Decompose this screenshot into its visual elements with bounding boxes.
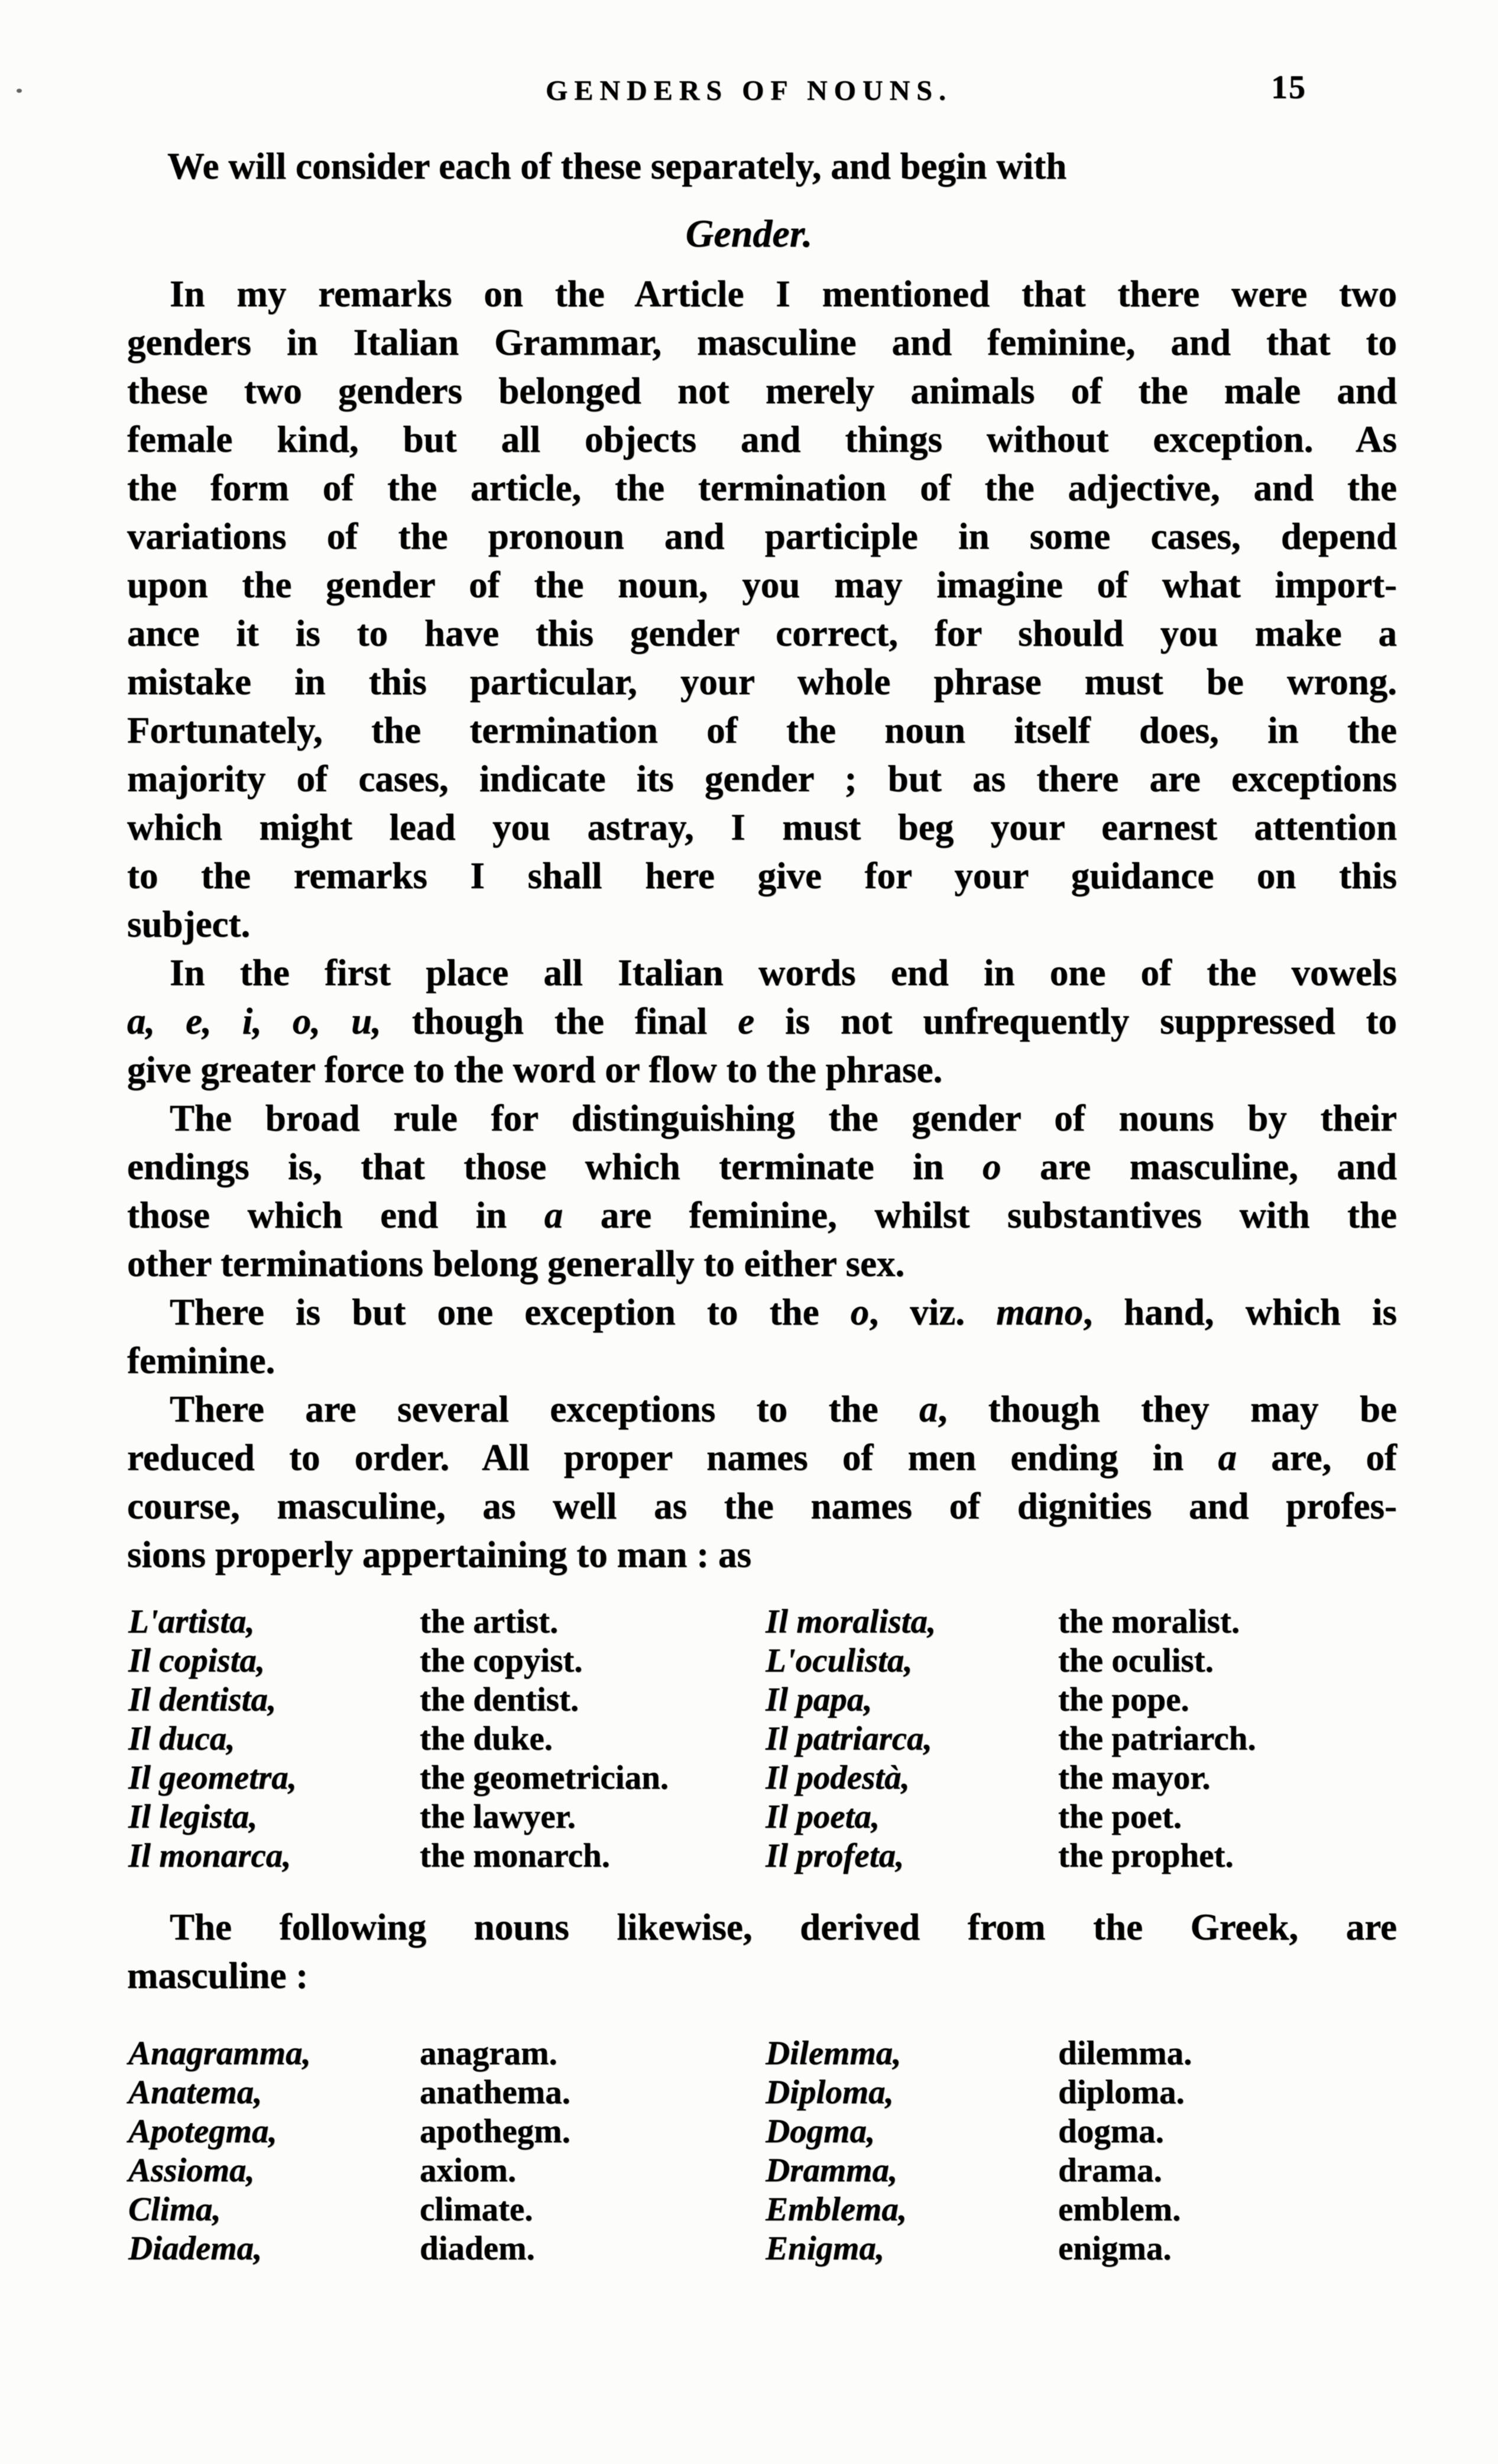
italian-term: Il dentista,	[128, 1681, 277, 1718]
english-translation: the copyist.	[420, 1642, 583, 1679]
english-translation: the prophet.	[1058, 1837, 1234, 1874]
english-translation: the duke.	[420, 1720, 553, 1757]
paragraph-line: mistake in this particular, your whole phrase must be wrong.	[127, 661, 1397, 702]
english-translation: the moralist.	[1058, 1603, 1240, 1640]
english-translation: enigma.	[1058, 2230, 1172, 2267]
vocab-row	[127, 2151, 1397, 2190]
english-translation: diploma.	[1058, 2074, 1185, 2111]
vocab-row	[127, 2073, 1397, 2112]
italian-term: Dilemma,	[766, 2035, 902, 2072]
paragraph-line: majority of cases, indicate its gender ; but as there are exceptions	[127, 758, 1397, 799]
paragraph-line: subject.	[127, 904, 251, 945]
paragraph-line: feminine.	[127, 1340, 275, 1381]
paragraph-line: reduced to order. All proper names of men ending in a are, of	[127, 1437, 1397, 1478]
english-translation: the monarch.	[420, 1837, 610, 1874]
body-text	[127, 270, 1397, 2268]
italian-term: L'oculista,	[766, 1642, 913, 1679]
italian-term: Il copista,	[128, 1642, 265, 1679]
vocab-table-1	[127, 1602, 1397, 1876]
italian-term: Dogma,	[766, 2113, 876, 2150]
italian-term: Emblema,	[766, 2191, 907, 2228]
italian-term: L'artista,	[128, 1603, 255, 1640]
paragraph-line: which might lead you astray, I must beg your earnest attention	[127, 807, 1397, 848]
english-translation: the pope.	[1058, 1681, 1189, 1718]
paragraph-line: In the first place all Italian words end in one of the vowels	[170, 952, 1397, 993]
paragraph-line: There is but one exception to the o, viz. mano, hand, which is	[170, 1291, 1398, 1333]
paragraph-line: In my remarks on the Article I mentioned that there were two	[170, 273, 1397, 315]
italian-term: Il profeta,	[766, 1837, 904, 1874]
english-translation: climate.	[420, 2191, 533, 2228]
paragraph-line: The following nouns likewise, derived from the Greek, are	[170, 1906, 1397, 1948]
english-translation: the oculist.	[1058, 1642, 1214, 1679]
vocab-row	[127, 2229, 1397, 2268]
italian-term: Assioma,	[128, 2152, 255, 2189]
english-translation: the lawyer.	[420, 1798, 576, 1835]
vocab-row	[127, 1602, 1397, 1641]
paragraph-line: genders in Italian Grammar, masculine and feminine, and that to	[127, 322, 1397, 363]
page-number: 15	[1271, 69, 1306, 106]
paragraph-line: those which end in a are feminine, whilst substantives with the	[127, 1194, 1397, 1236]
paragraph-line: female kind, but all objects and things without exception. As	[127, 419, 1397, 460]
paragraph-line: a, e, i, o, u, though the final e is not unfrequently suppressed to	[127, 1001, 1397, 1042]
vocab-row	[127, 2190, 1397, 2229]
english-translation: the geometrician.	[420, 1759, 669, 1796]
italian-term: Il duca,	[128, 1720, 235, 1757]
vocab-row	[127, 1798, 1397, 1837]
header-title: GENDERS OF NOUNS.	[546, 75, 952, 106]
vocab-row	[127, 1720, 1397, 1759]
english-translation: the dentist.	[420, 1681, 579, 1718]
italian-term: Il moralista,	[766, 1603, 936, 1640]
english-translation: diadem.	[420, 2230, 535, 2267]
paragraph-line: to the remarks I shall here give for your guidance on this	[127, 855, 1397, 896]
vocab-row	[127, 1681, 1397, 1720]
italian-term: Anatema,	[128, 2074, 262, 2111]
italian-term: Il legista,	[128, 1798, 258, 1835]
italian-term: Il papa,	[766, 1681, 873, 1718]
vocab-row	[127, 2112, 1397, 2151]
paragraph-line: Fortunately, the termination of the noun itself does, in the	[127, 710, 1397, 751]
paragraph-line: the form of the article, the termination of the adjective, and the	[127, 467, 1397, 509]
paragraph-line: give greater force to the word or flow to the phrase.	[127, 1049, 943, 1090]
italian-term: Dramma,	[766, 2152, 898, 2189]
paragraph-line: course, masculine, as well as the names of dignities and profes-	[127, 1485, 1397, 1527]
paragraph-line: endings is, that those which terminate in o are masculine, and	[127, 1146, 1397, 1187]
italian-term: Diadema,	[128, 2230, 262, 2267]
english-translation: the patriarch.	[1058, 1720, 1256, 1757]
paragraph-line: The broad rule for distinguishing the gender of nouns by their	[170, 1097, 1397, 1139]
italian-term: Enigma,	[766, 2230, 885, 2267]
vocab-row	[127, 1837, 1397, 1876]
paragraph-line: variations of the pronoun and participle in some cases, depend	[127, 516, 1397, 557]
italian-term: Anagramma,	[128, 2035, 311, 2072]
italian-term: Clima,	[128, 2191, 221, 2228]
vocab-row	[127, 2034, 1397, 2073]
english-translation: the poet.	[1058, 1798, 1182, 1835]
intro-line: We will consider each of these separately, and begin with	[167, 145, 1067, 187]
note-paragraph	[127, 1903, 1397, 2000]
english-translation: the artist.	[420, 1603, 559, 1640]
section-heading-gender: Gender.	[685, 212, 813, 255]
english-translation: apothegm.	[420, 2113, 570, 2150]
english-translation: anathema.	[420, 2074, 570, 2111]
paragraph-line: upon the gender of the noun, you may imagine of what import-	[127, 564, 1397, 606]
vocab-table-2	[127, 2034, 1397, 2268]
english-translation: anagram.	[420, 2035, 557, 2072]
paragraph-line: other terminations belong generally to either sex.	[127, 1243, 905, 1284]
italian-term: Il poeta,	[766, 1798, 880, 1835]
paragraph-line: There are several exceptions to the a, though they may be	[170, 1388, 1397, 1430]
paragraph-line: sions properly appertaining to man : as	[127, 1534, 751, 1575]
english-translation: dilemma.	[1058, 2035, 1192, 2072]
english-translation: axiom.	[420, 2152, 517, 2189]
paragraph-line: these two genders belonged not merely animals of the male and	[127, 370, 1397, 412]
english-translation: drama.	[1058, 2152, 1162, 2189]
italian-term: Il geometra,	[128, 1759, 297, 1796]
paragraph-line: masculine :	[127, 1955, 309, 1996]
italian-term: Diploma,	[766, 2074, 894, 2111]
italian-term: Il podestà,	[766, 1759, 910, 1796]
paragraph-line: ance it is to have this gender correct, for should you make a	[127, 613, 1397, 654]
italian-term: Il monarca,	[128, 1837, 291, 1874]
paragraph-group	[127, 270, 1397, 1579]
vocab-row	[127, 1641, 1397, 1681]
italian-term: Il patriarca,	[766, 1720, 932, 1757]
english-translation: dogma.	[1058, 2113, 1164, 2150]
vocab-row	[127, 1759, 1397, 1798]
english-translation: emblem.	[1058, 2191, 1181, 2228]
italian-term: Apotegma,	[128, 2113, 277, 2150]
english-translation: the mayor.	[1058, 1759, 1211, 1796]
